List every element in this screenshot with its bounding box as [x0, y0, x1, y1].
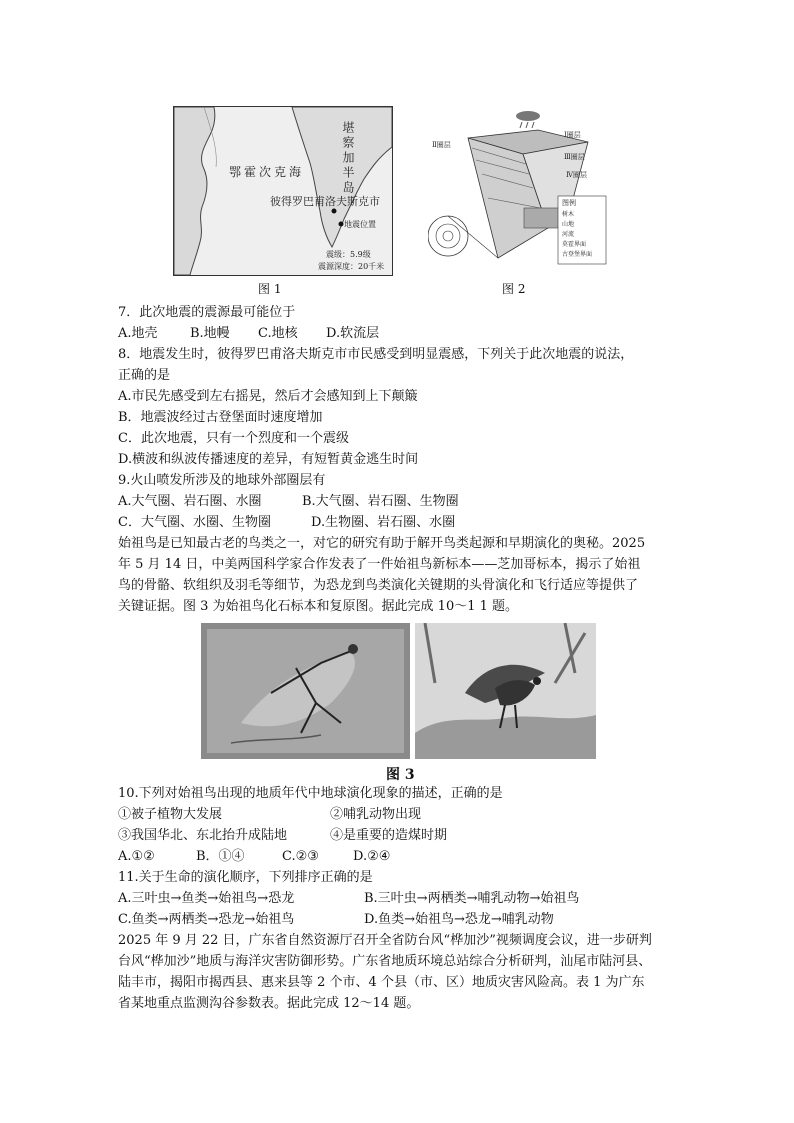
q10-option-c: C.②③	[282, 849, 319, 864]
passage2-line: 省某地重点监测沟谷参数表。据此完成 12～14 题。	[118, 996, 420, 1011]
fossil-specimen-photo	[201, 623, 410, 759]
figure-1-map	[173, 106, 393, 276]
q7-option-a: A.地壳	[118, 326, 158, 341]
q8-stem-line2: 正确的是	[118, 368, 171, 383]
q9-option-c: C．大气圈、水圈、生物圈	[118, 515, 271, 530]
q10-statement-3: ③我国华北、东北抬升成陆地	[118, 828, 288, 843]
reconstruction-illustration	[415, 623, 596, 759]
passage2-line: 陆丰市，揭阳市揭西县、惠来县等 2 个市、4 个县（市、区）地质灾害风险高。表 1 为广东	[118, 975, 645, 990]
epicenter-dot	[339, 222, 344, 227]
passage1-line: 鸟的骨骼、软组织及羽毛等细节，为恐龙到鸟类演化关键期的头骨演化和飞行适应等提供了	[118, 578, 639, 593]
map-depth-label: 震源深度：20千米	[318, 262, 385, 271]
layer-label-2: Ⅱ圈层	[432, 141, 451, 149]
q7-option-d: D.软流层	[326, 326, 380, 341]
legend-item: 河流	[562, 231, 575, 238]
q7-option-c: C.地核	[258, 326, 298, 341]
q7-option-b: B.地幔	[190, 326, 230, 341]
map-sea-label: 鄂霍次克海	[229, 165, 305, 179]
q9-option-b: B.大气圈、岩石圈、生物圈	[302, 494, 459, 509]
q10-statement-1: ①被子植物大发展	[118, 807, 223, 822]
passage1-line: 关键证据。图 3 为始祖鸟化石标本和复原图。据此完成 10～1 1 题。	[118, 599, 519, 614]
q8-option-a: A.市民先感受到左右摇晃，然后才会感知到上下颠簸	[118, 389, 418, 404]
q10-option-d: D.②④	[353, 849, 391, 864]
q10-option-a: A.①②	[118, 849, 155, 864]
map-city-label: 彼得罗巴甫洛夫斯克市	[270, 195, 380, 208]
map-peninsula-label: 堪察加半岛	[341, 121, 355, 196]
city-dot	[332, 209, 337, 214]
legend-title: 图例	[562, 199, 576, 207]
q11-option-c: C.鱼类→两栖类→恐龙→始祖鸟	[118, 912, 295, 927]
layer-label-3: Ⅲ圈层	[564, 153, 585, 161]
passage1-line: 始祖鸟是已知最古老的鸟类之一，对它的研究有助于解开鸟类起源和早期演化的奥秘。2025	[118, 536, 646, 551]
passage2-line: 台风“桦加沙”地质与海洋灾害防御形势。广东省地质环境总站综合分析研判，汕尾市陆河县、	[118, 954, 652, 969]
q8-option-b: B．地震波经过古登堡面时速度增加	[118, 410, 323, 425]
q11-option-a: A.三叶虫→鱼类→始祖鸟→恐龙	[118, 891, 295, 906]
figure-1-caption: 图 1	[258, 282, 282, 296]
q9-option-a: A.大气圈、岩石圈、水圈	[118, 494, 262, 509]
q8-option-d: D.横波和纵波传播速度的差异，有短暂黄金逃生时间	[118, 452, 419, 467]
q11-stem: 11.关于生命的演化顺序，下列排序正确的是	[118, 870, 373, 885]
q10-statement-2: ②哺乳动物出现	[330, 807, 422, 822]
figure-2-caption: 图 2	[502, 282, 526, 296]
layer-label-4: Ⅳ圈层	[566, 171, 587, 179]
legend-item: 山地	[562, 221, 575, 228]
q7-stem: 7．此次地震的震源最可能位于	[118, 305, 296, 320]
map-epicenter-label: 地震位置	[344, 220, 376, 229]
passage1-line: 年 5 月 14 日，中美两国科学家合作发表了一件始祖鸟新标本——芝加哥标本，揭示了始祖	[118, 557, 641, 572]
layer-label-1: Ⅰ圈层	[564, 131, 581, 139]
figure-3-caption: 图 3	[386, 767, 415, 783]
figure-2-earth-layers	[428, 108, 608, 272]
legend-item: 莫霍界面	[562, 241, 587, 248]
q8-stem-line1: 8．地震发生时，彼得罗巴甫洛夫斯克市市民感受到明显震感，下列关于此次地震的说法，	[118, 347, 634, 362]
q9-option-d: D.生物圈、岩石圈、水圈	[311, 515, 456, 530]
q8-option-c: C．此次地震，只有一个烈度和一个震级	[118, 431, 349, 446]
q11-option-b: B.三叶虫→两栖类→哺乳动物→始祖鸟	[364, 891, 580, 906]
passage2-line: 2025 年 9 月 22 日，广东省自然资源厅召开全省防台风“桦加沙”视频调度会议，进一步研判	[118, 933, 652, 948]
q10-stem: 10.下列对始祖鸟出现的地质年代中地球演化现象的描述，正确的是	[118, 786, 503, 801]
legend-item: 古登堡界面	[562, 251, 593, 258]
q10-statement-4: ④是重要的造煤时期	[330, 828, 448, 843]
q9-stem: 9.火山喷发所涉及的地球外部圈层有	[118, 473, 326, 488]
legend-item: 树木	[562, 211, 575, 218]
q11-option-d: D.鱼类→始祖鸟→恐龙→哺乳动物	[364, 912, 554, 927]
q10-option-b: B．①④	[196, 849, 245, 864]
map-magnitude-label: 震级：5.9级	[326, 250, 371, 259]
